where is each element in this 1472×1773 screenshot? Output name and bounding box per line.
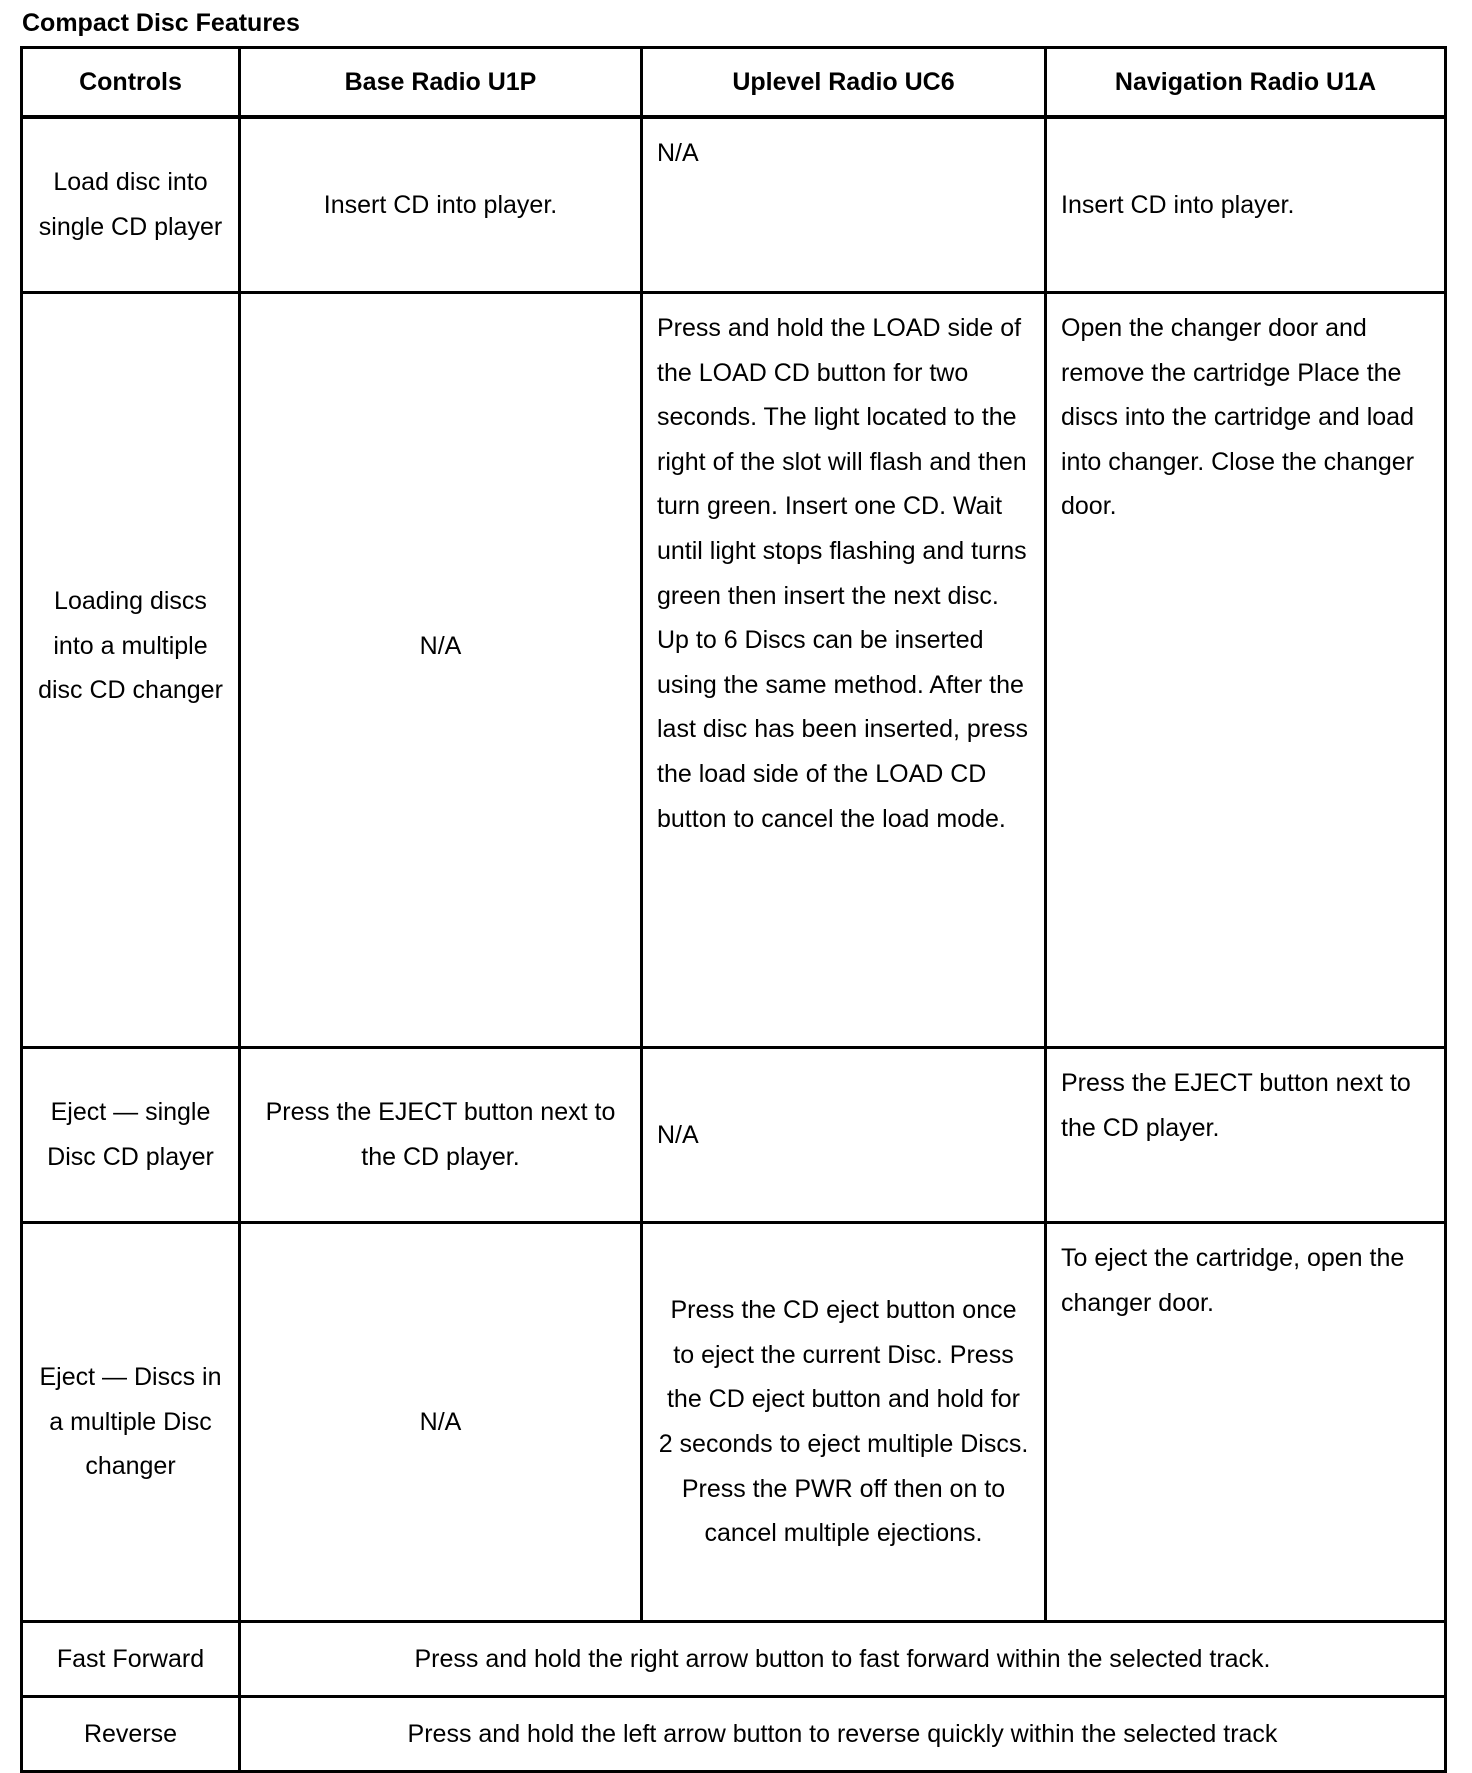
base-cell: Insert CD into player. [240,117,642,293]
base-text: N/A [419,631,462,660]
base-cell: Press the EJECT button next to the CD player. [240,1048,642,1223]
table-row [22,1697,1446,1772]
navigation-cell: Open the changer door and remove the cartridge Place the discs into the cartridge and load into changer. Close the changer door. [1046,293,1446,1048]
all-radios-cell: Press and hold the left arrow button to reverse quickly within the selected track [240,1697,1446,1772]
table-row [22,117,1446,293]
page-title: Compact Disc Features [22,9,300,37]
control-cell: Load disc into single CD player [22,117,240,293]
all-radios-cell: Press and hold the right arrow button to fast forward within the selected track. [240,1622,1446,1697]
header-navigation-radio: Navigation Radio U1A [1046,48,1446,118]
control-cell: Eject — Discs in a multiple Disc changer [22,1223,240,1622]
control-cell: Eject — single Disc CD player [22,1048,240,1223]
control-cell: Fast Forward [22,1622,240,1697]
navigation-cell: Insert CD into player. [1046,117,1446,293]
navigation-cell: To eject the cartridge, open the changer door. [1046,1223,1446,1622]
table-row [22,1223,1446,1622]
control-text: Loading discs into a multiple disc CD changer [38,587,223,705]
uplevel-cell: Press the CD eject button once to eject the current Disc. Press the CD eject button and hold for 2 seconds to eject multiple Discs. Press the PWR off then on to cancel multiple ejections. [642,1223,1046,1622]
base-cell [240,293,642,1048]
compact-disc-features-table [20,46,1447,1773]
control-cell: Reverse [22,1697,240,1772]
header-base-radio: Base Radio U1P [240,48,642,118]
table-row [22,1048,1446,1223]
table-header-row [22,48,1446,118]
control-cell [22,293,240,1048]
base-cell: N/A [240,1223,642,1622]
uplevel-cell: Press and hold the LOAD side of the LOAD CD button for two seconds. The light located to the right of the slot will flash and then turn green. Insert one CD. Wait until light stops flashing and turns green then insert the next disc. Up to 6 Discs can be inserted using the same method. After the last disc has been inserted, press the load side of the LOAD CD button to cancel the load mode. [642,293,1046,1048]
table-row [22,1622,1446,1697]
header-controls: Controls [22,48,240,118]
navigation-cell: Press the EJECT button next to the CD player. [1046,1048,1446,1223]
table-row [22,293,1446,1048]
uplevel-cell: N/A [642,117,1046,293]
header-uplevel-radio: Uplevel Radio UC6 [642,48,1046,118]
uplevel-cell: N/A [642,1048,1046,1223]
